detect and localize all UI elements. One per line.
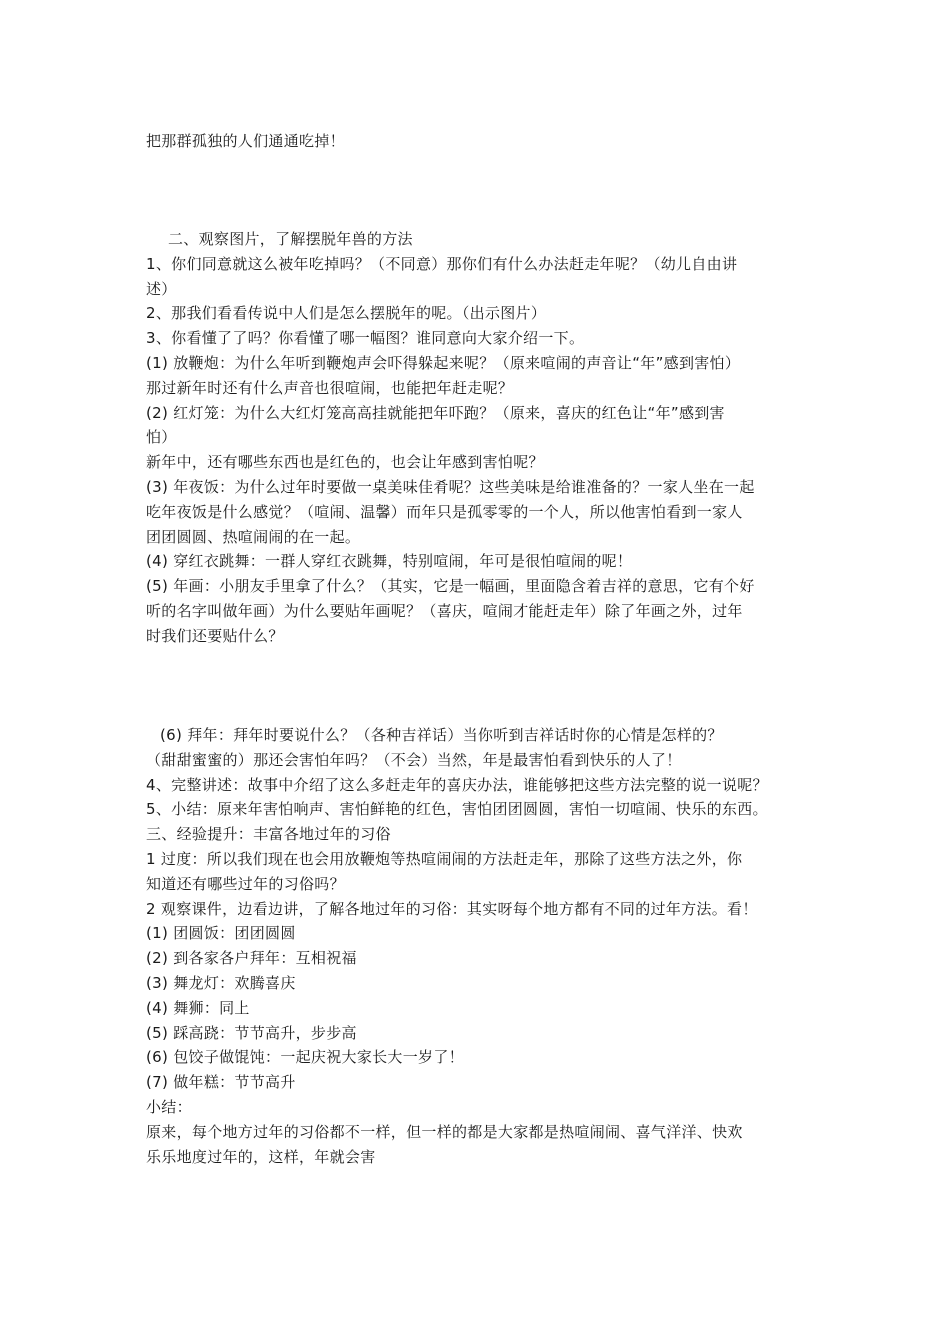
paragraph-line: 2 观察课件，边看边讲，了解各地过年的习俗：其实呀每个地方都有不同的过年方法。看！	[146, 899, 758, 918]
paragraph-line: 乐乐地度过年的，这样，年就会害	[146, 1147, 376, 1166]
list-item: (5) 踩高跷：节节高升，步步高	[146, 1023, 357, 1042]
section-heading: 三、经验提升：丰富各地过年的习俗	[146, 825, 391, 844]
paragraph-line: 听的名字叫做年画）为什么要贴年画呢？（喜庆，喧闹才能赶走年）除了年画之外，过年	[146, 601, 743, 620]
text-block-opening	[146, 129, 816, 154]
paragraph-line: 新年中，还有哪些东西也是红色的，也会让年感到害怕呢？	[146, 453, 544, 472]
paragraph-line: 1、你们同意就这么被年吃掉吗？（不同意）那你们有什么办法赶走年呢？（幼儿自由讲	[146, 254, 738, 273]
paragraph-line: （甜甜蜜蜜的）那还会害怕年吗？（不会）当然，年是最害怕看到快乐的人了！	[146, 750, 682, 769]
paragraph-line: 3、你看懂了了吗？你看懂了哪一幅图？谁同意向大家介绍一下。	[146, 329, 585, 348]
paragraph-line: 5、小结：原来年害怕响声、害怕鲜艳的红色，害怕团团圆圆，害怕一切喧闹、快乐的东西。	[146, 800, 768, 819]
paragraph-line: 知道还有哪些过年的习俗吗？	[146, 874, 345, 893]
section-heading: 二、观察图片，了解摆脱年兽的方法	[168, 230, 413, 248]
list-item: (2) 红灯笼：为什么大红灯笼高高挂就能把年吓跑？（原来，喜庆的红色让“年”感到害	[146, 403, 725, 422]
paragraph-line: 4、完整讲述：故事中介绍了这么多赶走年的喜庆办法，谁能够把这些方法完整的说一说呢？	[146, 775, 768, 794]
paragraph-line: 吃年夜饭是什么感觉？（喧闹、温馨）而年只是孤零零的一个人，所以他害怕看到一家人	[146, 502, 743, 521]
list-item: (1) 团圆饭：团团圆圆	[146, 924, 296, 943]
paragraph-line: 原来，每个地方过年的习俗都不一样，但一样的都是大家都是热喧闹闹、喜气洋洋、快欢	[146, 1122, 743, 1141]
paragraph-line: 小结：	[146, 1097, 192, 1116]
list-item: (2) 到各家各户拜年：互相祝福	[146, 949, 357, 968]
list-item: (1) 放鞭炮：为什么年听到鞭炮声会吓得躲起来呢？（原来喧闹的声音让“年”感到害怕）	[146, 353, 741, 372]
list-item: (3) 舞龙灯：欢腾喜庆	[146, 973, 296, 992]
list-item: (5) 年画：小朋友手里拿了什么？（其实，它是一幅画，里面隐含着吉祥的意思，它有个好	[146, 577, 755, 596]
list-item: (6) 拜年：拜年时要说什么？（各种吉祥话）当你听到吉祥话时你的心情是怎样的？	[160, 726, 723, 744]
list-item: (3) 年夜饭：为什么过年时要做一桌美味佳肴呢？这些美味是给谁准备的？一家人坐在一起	[146, 477, 755, 496]
paragraph-line: 1 过度：所以我们现在也会用放鞭炮等热喧闹闹的方法赶走年，那除了这些方法之外，你	[146, 849, 743, 868]
list-item: (6) 包饺子做馄饨：一起庆祝大家长大一岁了！	[146, 1048, 464, 1067]
list-item: (4) 舞狮：同上	[146, 998, 250, 1017]
text-block-section-two	[146, 227, 816, 649]
paragraph-line: 述）	[146, 279, 177, 298]
paragraph-line: 时我们还要贴什么？	[146, 626, 284, 645]
list-item: (7) 做年糕：节节高升	[146, 1073, 296, 1092]
list-item: (4) 穿红衣跳舞：一群人穿红衣跳舞，特别喧闹，年可是很怕喧闹的呢！	[146, 552, 633, 571]
paragraph-line: 2、那我们看看传说中人们是怎么摆脱年的呢。（出示图片）	[146, 304, 547, 323]
paragraph-line: 把那群孤独的人们通通吃掉！	[146, 132, 345, 150]
text-block-section-three	[146, 723, 816, 1169]
paragraph-line: 那过新年时还有什么声音也很喧闹，也能把年赶走呢？	[146, 378, 514, 397]
paragraph-line: 怕）	[146, 428, 177, 447]
paragraph-line: 团团圆圆、热喧闹闹的在一起。	[146, 527, 361, 546]
